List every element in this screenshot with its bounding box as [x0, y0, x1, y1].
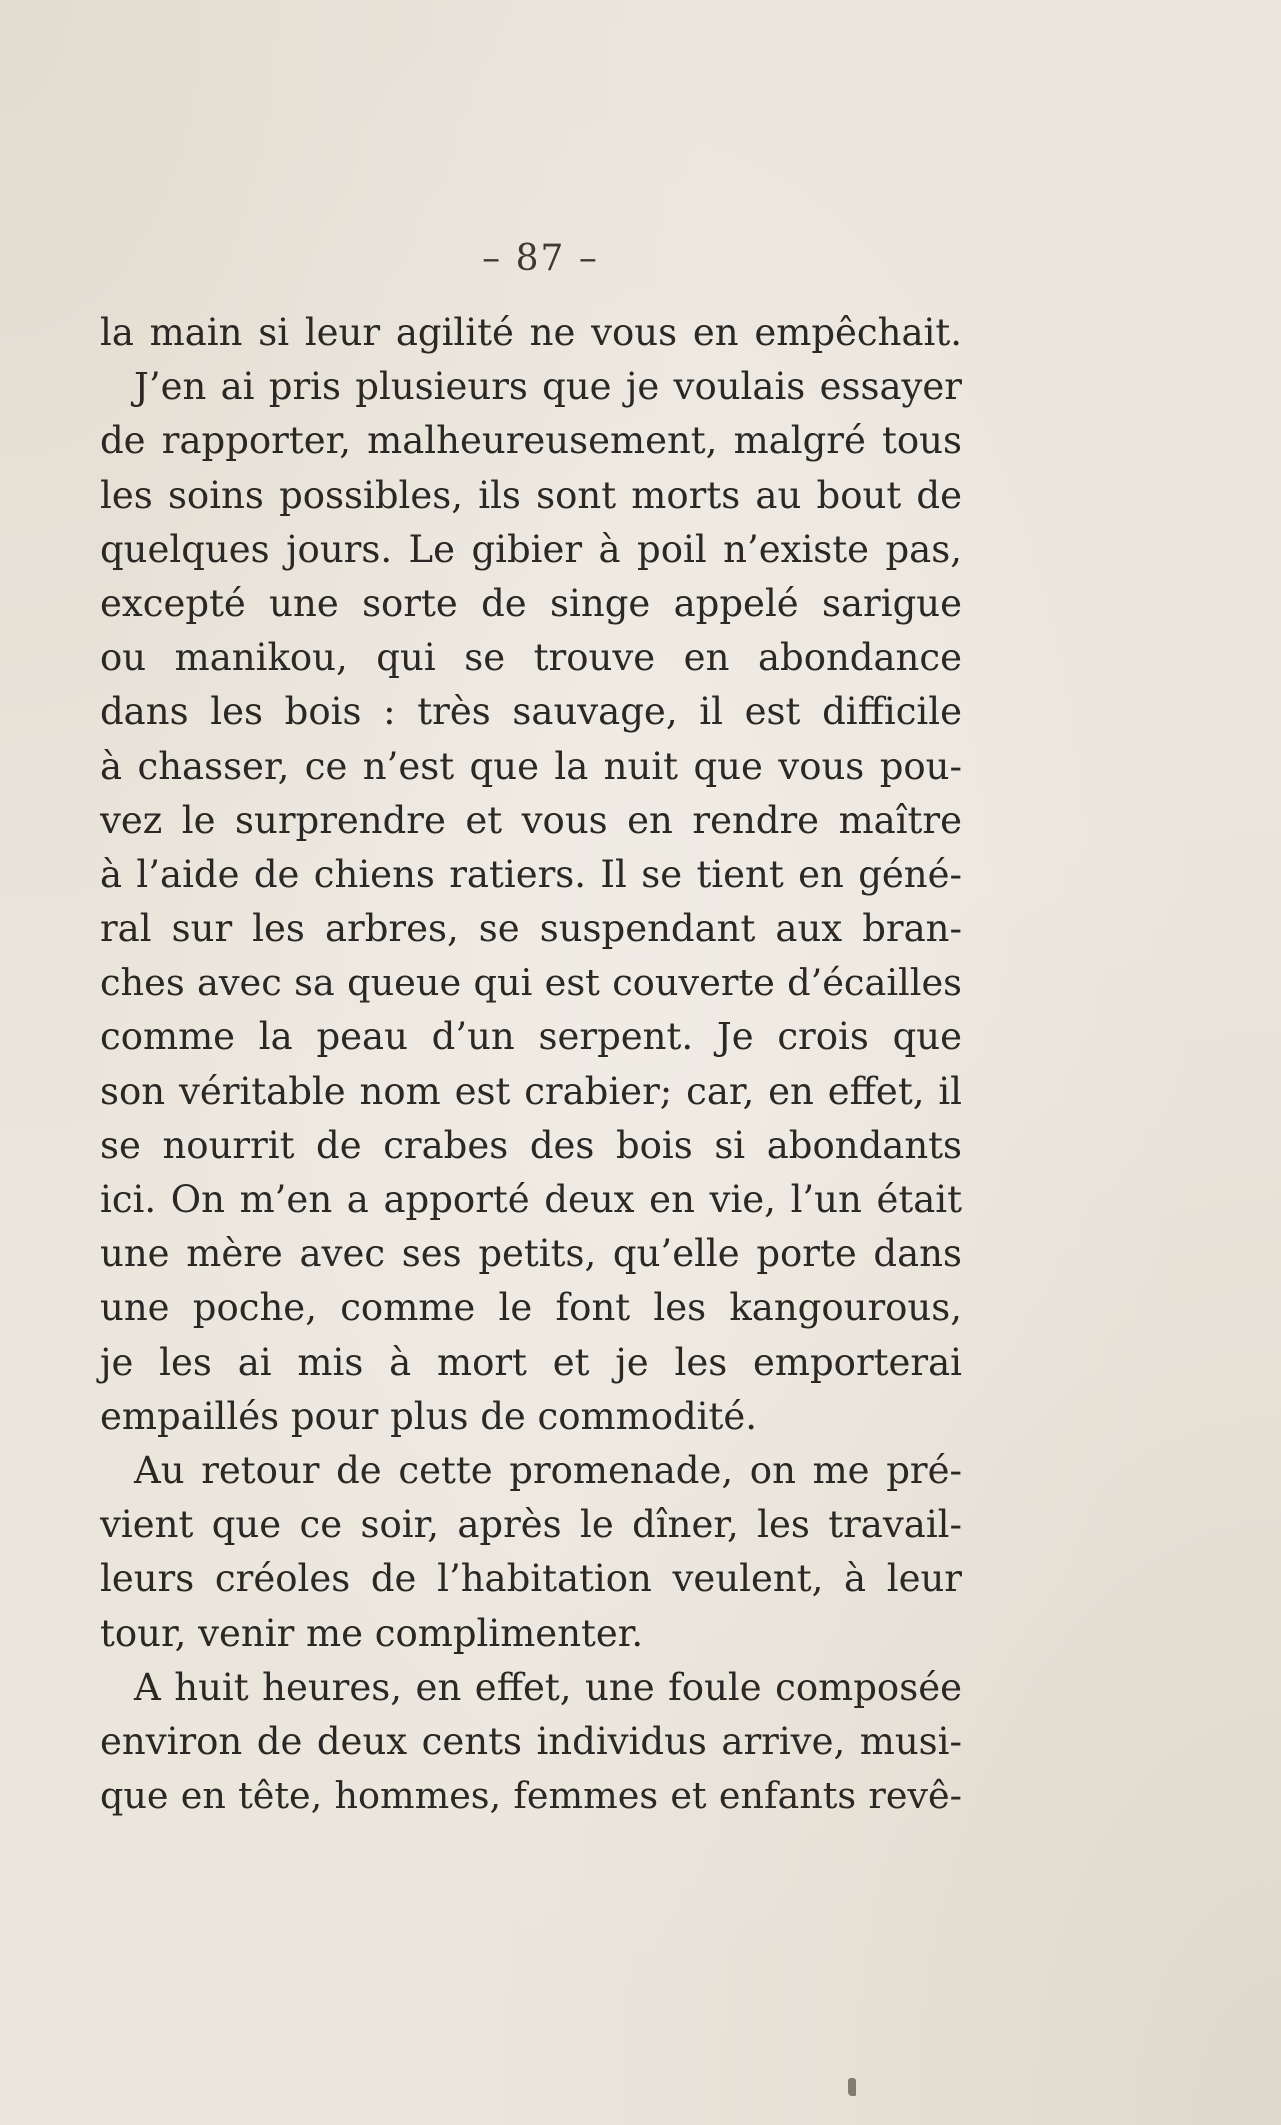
text-line: son véritable nom est crabier; car, en effet, il — [100, 1069, 962, 1113]
text-line: ici. On m’en a apporté deux en vie, l’un était — [100, 1178, 962, 1221]
text-line: une mère avec ses petits, qu’elle porte dans — [100, 1232, 962, 1276]
text-line: je les ai mis à mort et je les emporterai — [100, 1340, 962, 1384]
text-line: leurs créoles de l’habitation veulent, à leur — [100, 1557, 962, 1601]
text-line: comme la peau d’un serpent. Je crois que — [100, 1015, 962, 1059]
body-text — [100, 306, 962, 1823]
text-line: une poche, comme le font les kangourous, — [100, 1286, 962, 1330]
text-line: ou manikou, qui se trouve en abondance — [100, 636, 962, 680]
text-line: excepté une sorte de singe appelé sarigue — [100, 581, 962, 625]
text-line: se nourrit de crabes des bois si abondants — [100, 1123, 962, 1167]
text-line: Au retour de cette promenade, on me pré- — [134, 1448, 962, 1492]
text-line: à chasser, ce n’est que la nuit que vous pou- — [100, 744, 962, 788]
text-line: quelques jours. Le gibier à poil n’existe pas, — [100, 527, 962, 571]
text-line: vient que ce soir, après le dîner, les travail- — [100, 1503, 962, 1547]
text-line: environ de deux cents individus arrive, musi- — [100, 1719, 962, 1763]
text-line: tour, venir me complimenter. — [100, 1611, 644, 1655]
text-line: dans les bois : très sauvage, il est difficile — [100, 690, 962, 734]
text-line: que en tête, hommes, femmes et enfants revê- — [100, 1774, 962, 1818]
text-line: la main si leur agilité ne vous en empêchait. — [100, 311, 962, 354]
text-line: ral sur les arbres, se suspendant aux bran- — [100, 907, 962, 951]
text-line: ches avec sa queue qui est couverte d’écailles — [100, 961, 962, 1005]
text-line: A huit heures, en effet, une foule composée — [134, 1665, 962, 1709]
text-line: vez le surprendre et vous en rendre maître — [100, 798, 962, 842]
page-number: – 87 – — [482, 238, 599, 279]
ink-speck — [848, 2078, 856, 2096]
text-line: à l’aide de chiens ratiers. Il se tient en géné- — [100, 852, 962, 896]
text-line: J’en ai pris plusieurs que je voulais essayer — [134, 365, 962, 409]
text-line: les soins possibles, ils sont morts au bout de — [100, 473, 962, 517]
text-line: de rapporter, malheureusement, malgré tous — [100, 419, 962, 463]
text-line: empaillés pour plus de commodité. — [100, 1394, 758, 1438]
